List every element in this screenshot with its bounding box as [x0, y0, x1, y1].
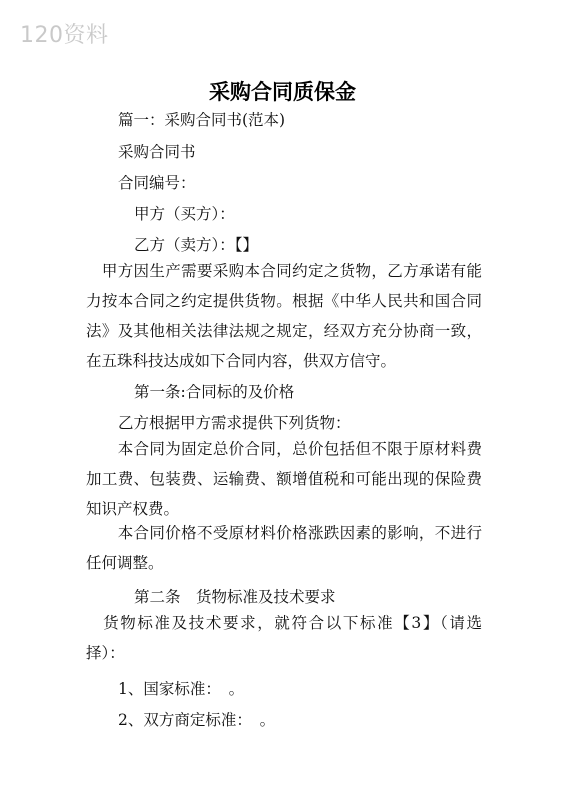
national-standard-item: 1、国家标准： 。: [118, 680, 245, 698]
price-paragraph: 本合同为固定总价合同，总价包括但不限于原材料费加工费、包装费、运输费、额增值税和可能出现的保险费知识产权费。: [86, 440, 482, 518]
price-adjustment-paragraph: 本合同价格不受原材料价格涨跌因素的影响，不进行任何调整。: [86, 524, 482, 572]
document-title: 采购合同质保金: [209, 79, 356, 104]
agreed-standard-item: 2、双方商定标准： 。: [118, 711, 276, 729]
watermark: 120资料: [20, 23, 109, 48]
article-2-heading: 第二条 货物标准及技术要求: [134, 588, 336, 606]
goods-supply-line: 乙方根据甲方需求提供下列货物：: [118, 414, 351, 432]
standards-paragraph: 货物标准及技术要求，就符合以下标准【3】（请选择）：: [86, 614, 482, 662]
contract-name: 采购合同书: [118, 143, 196, 161]
section-heading: 篇一：采购合同书(范本): [118, 111, 286, 129]
article-1-heading: 第一条:合同标的及价格: [134, 383, 295, 401]
party-b-label: 乙方（卖方）：【】: [134, 236, 259, 254]
party-a-label: 甲方（买方）：: [134, 205, 235, 223]
intro-paragraph: 甲方因生产需要采购本合同约定之货物，乙方承诺有能力按本合同之约定提供货物。根据《中华人民共和国合同法》及其他相关法律法规之规定，经双方充分协商一致，在五珠科技达成如下合同内容，供双方信守。: [86, 262, 482, 370]
contract-number-label: 合同编号：: [118, 174, 196, 192]
